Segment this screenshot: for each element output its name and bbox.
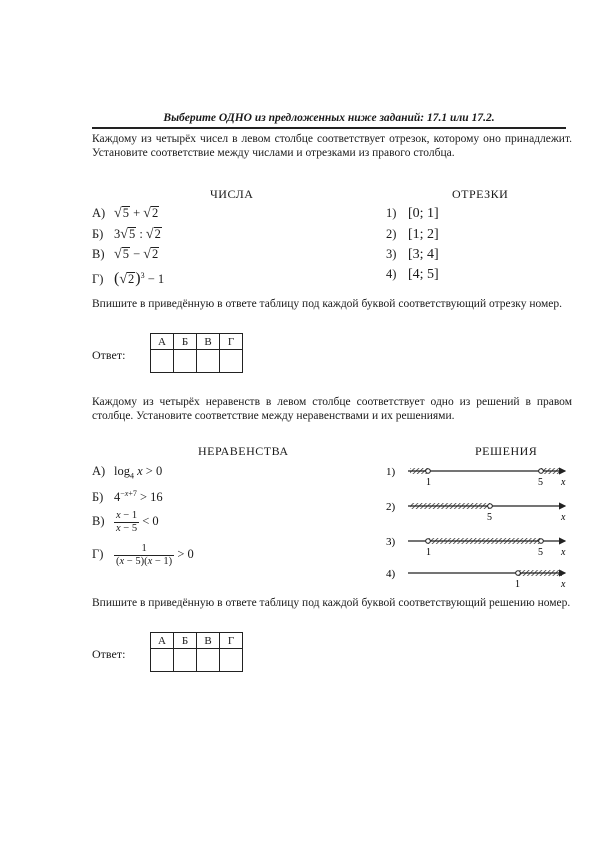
tick-label: 1 [426, 477, 431, 488]
answer-cell-b[interactable] [174, 350, 197, 373]
task1-item-d [92, 268, 164, 288]
open-point [426, 539, 431, 544]
item-label: В) [92, 247, 105, 261]
answer-header: Г [220, 334, 243, 350]
answer-header: Г [220, 633, 243, 649]
task1-item-a [92, 205, 159, 222]
answer-header: Б [174, 633, 197, 649]
math-expr: $\frac{x - 1}{x - 5}$ < 0 [116, 510, 159, 534]
option-label: 1) [386, 466, 396, 478]
section-header: Выберите ОДНО из предложенных ниже заданий: 17.1 или 17.2. [163, 112, 495, 124]
math-expr: $\log_4 x > 0$ [114, 464, 163, 481]
task2-instruction: Впишите в приведённую в ответе таблицу под каждой буквой соответствующий решению номер. [92, 597, 571, 609]
open-point [539, 539, 544, 544]
item-label: Г) [92, 272, 104, 287]
open-point [488, 504, 493, 509]
answer-cell-b[interactable] [174, 649, 197, 672]
answer-header: В [197, 633, 220, 649]
task2-right-heading: РЕШЕНИЯ [475, 444, 538, 458]
axis-label: x [561, 477, 566, 488]
task1-instruction: Впишите в приведённую в ответе таблицу под каждой буквой соответствующий отрезку номер. [92, 298, 563, 310]
task2-left-heading: НЕРАВЕНСТВА [198, 444, 289, 458]
task2-item-d: Г) $\frac{1}{(x - 5)(x - 1)}$ > 0 [92, 543, 194, 567]
solution-3 [386, 536, 566, 558]
math-expr: $4^{-x+7} > 16$ [114, 489, 163, 505]
item-label: Б) [92, 227, 104, 241]
axis-label: x [561, 547, 566, 558]
task1-item-b [92, 226, 162, 243]
tick-label: 1 [515, 579, 520, 590]
answer-cell-c[interactable] [197, 350, 220, 373]
open-point [426, 469, 431, 474]
solution-4 [386, 568, 566, 590]
math-expr: √5 + √2 [114, 206, 159, 221]
task1-option-3: 3) [3; 4] [386, 247, 439, 262]
solutions-diagram [384, 460, 574, 590]
task2-intro: Каждому из четырёх неравенств в левом столбце соответствует одно из решений в правом столбце. Установите соответствие между неравенствами и их решениями. [92, 396, 572, 422]
math-expr: √5 − √2 [114, 247, 159, 262]
task2-answer-table [150, 632, 243, 672]
axis-label: x [561, 512, 566, 523]
answer-cell-a[interactable] [151, 649, 174, 672]
task1-answer-label: Ответ: [92, 348, 126, 362]
answer-cell-d[interactable] [220, 350, 243, 373]
math-expr: 3√5 : √2 [114, 227, 161, 242]
solution-2 [386, 501, 566, 523]
task2-answer-label: Ответ: [92, 647, 126, 661]
task1-item-c [92, 246, 159, 263]
answer-cell-c[interactable] [197, 649, 220, 672]
answer-header: А [151, 633, 174, 649]
task1-answer-table [150, 333, 243, 373]
open-point [516, 571, 521, 576]
open-point [539, 469, 544, 474]
answer-cell-a[interactable] [151, 350, 174, 373]
solution-1 [386, 466, 566, 488]
math-expr: $\frac{1}{(x - 5)(x - 1)}$ > 0 [116, 543, 194, 567]
task1-right-heading: ОТРЕЗКИ [452, 187, 509, 201]
answer-header: Б [174, 334, 197, 350]
answer-cell-d[interactable] [220, 649, 243, 672]
task2-item-a: А) $\log_4 x > 0$ [92, 464, 163, 481]
task1-left-heading: ЧИСЛА [210, 187, 254, 201]
task2-item-c: В) $\frac{x - 1}{x - 5}$ < 0 [92, 510, 159, 534]
option-label: 3) [386, 536, 396, 548]
answer-header: А [151, 334, 174, 350]
axis-label: x [561, 579, 566, 590]
tick-label: 5 [538, 477, 543, 488]
task1-option-2: 2) [1; 2] [386, 227, 439, 242]
option-label: 2) [386, 501, 396, 513]
task1-option-1: 1) [0; 1] [386, 206, 439, 221]
task1-intro: Каждому из четырёх чисел в левом столбце соответствует отрезок, которому оно принадлежит. Установите соответствие между числами и отрезками из правого столбца. [92, 133, 572, 159]
tick-label: 5 [487, 512, 492, 523]
task2-item-b: Б) $4^{-x+7} > 16$ [92, 489, 163, 505]
tick-label: 5 [538, 547, 543, 558]
answer-header: В [197, 334, 220, 350]
math-expr: $(√2)^3 - 1$ [114, 270, 165, 288]
tick-label: 1 [426, 547, 431, 558]
option-label: 4) [386, 568, 396, 580]
header-rule [92, 127, 566, 129]
item-label: А) [92, 206, 106, 220]
task1-option-4: 4) [4; 5] [386, 267, 439, 282]
